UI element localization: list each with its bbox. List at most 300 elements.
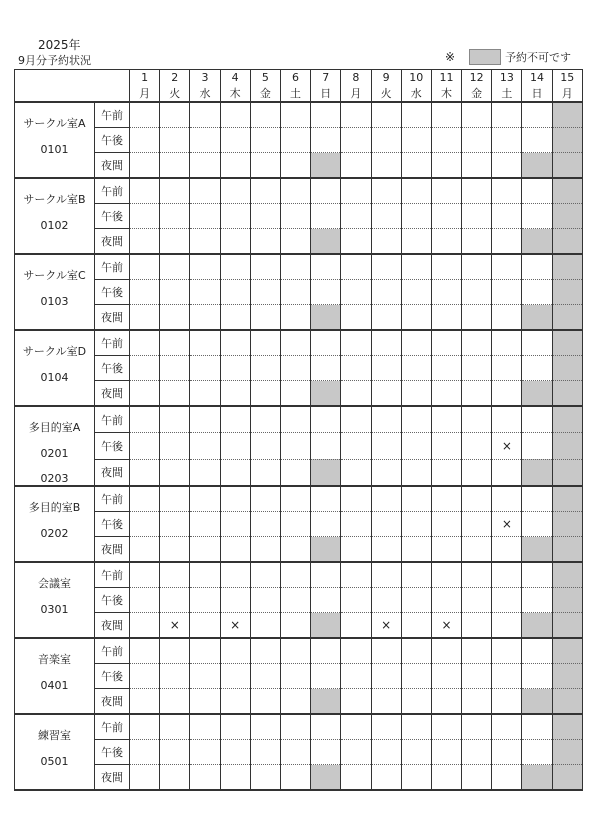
slot-cell[interactable] [220, 613, 250, 639]
slot-cell[interactable] [190, 153, 220, 179]
slot-cell[interactable] [431, 153, 461, 179]
slot-cell[interactable] [190, 714, 220, 740]
slot-cell[interactable] [160, 153, 190, 179]
slot-cell[interactable] [431, 229, 461, 255]
slot-cell[interactable] [250, 613, 280, 639]
slot-cell[interactable] [492, 689, 522, 715]
slot-cell[interactable] [401, 153, 431, 179]
slot-cell[interactable] [311, 740, 341, 765]
slot-cell[interactable] [280, 229, 310, 255]
slot-cell[interactable] [371, 613, 401, 639]
slot-cell[interactable] [431, 433, 461, 459]
slot-cell[interactable] [341, 204, 371, 229]
slot-cell[interactable] [160, 178, 190, 204]
slot-cell[interactable] [371, 588, 401, 613]
slot-cell[interactable] [311, 280, 341, 305]
slot-cell[interactable] [311, 562, 341, 588]
slot-cell[interactable] [522, 714, 552, 740]
slot-cell[interactable] [250, 153, 280, 179]
slot-cell[interactable] [462, 512, 492, 537]
slot-cell[interactable] [220, 280, 250, 305]
slot-cell[interactable] [250, 638, 280, 664]
slot-cell[interactable] [492, 537, 522, 563]
slot-cell[interactable] [220, 588, 250, 613]
slot-cell[interactable] [492, 305, 522, 331]
slot-cell[interactable] [492, 102, 522, 128]
slot-cell[interactable] [371, 178, 401, 204]
slot-cell[interactable] [401, 178, 431, 204]
slot-cell[interactable] [462, 229, 492, 255]
slot-cell[interactable] [492, 613, 522, 639]
slot-cell[interactable] [280, 537, 310, 563]
slot-cell[interactable] [492, 381, 522, 407]
slot-cell[interactable] [431, 562, 461, 588]
slot-cell[interactable] [250, 280, 280, 305]
slot-cell[interactable] [371, 486, 401, 512]
slot-cell[interactable] [220, 486, 250, 512]
slot-cell[interactable] [130, 153, 160, 179]
slot-cell[interactable] [190, 765, 220, 791]
slot-cell[interactable] [220, 537, 250, 563]
slot-cell[interactable] [401, 537, 431, 563]
slot-cell[interactable] [250, 381, 280, 407]
slot-cell[interactable] [431, 381, 461, 407]
slot-cell[interactable] [130, 740, 160, 765]
slot-cell[interactable] [130, 613, 160, 639]
slot-cell[interactable] [250, 305, 280, 331]
slot-cell[interactable] [280, 128, 310, 153]
slot-cell[interactable] [130, 178, 160, 204]
slot-cell[interactable] [130, 512, 160, 537]
slot-cell[interactable] [190, 433, 220, 459]
slot-cell[interactable] [401, 638, 431, 664]
slot-cell[interactable] [311, 356, 341, 381]
slot-cell[interactable] [280, 562, 310, 588]
slot-cell[interactable] [341, 178, 371, 204]
slot-cell[interactable] [160, 280, 190, 305]
slot-cell[interactable] [160, 204, 190, 229]
slot-cell[interactable] [401, 512, 431, 537]
slot-cell[interactable] [522, 740, 552, 765]
slot-cell[interactable] [250, 714, 280, 740]
slot-cell[interactable] [160, 102, 190, 128]
slot-cell[interactable] [160, 765, 190, 791]
slot-cell[interactable] [250, 562, 280, 588]
slot-cell[interactable] [190, 740, 220, 765]
slot-cell[interactable] [160, 486, 190, 512]
slot-cell[interactable] [371, 406, 401, 433]
slot-cell[interactable] [311, 433, 341, 459]
slot-cell[interactable] [492, 153, 522, 179]
slot-cell[interactable] [341, 588, 371, 613]
slot-cell[interactable] [462, 562, 492, 588]
slot-cell[interactable] [431, 305, 461, 331]
slot-cell[interactable] [311, 486, 341, 512]
slot-cell[interactable] [280, 512, 310, 537]
slot-cell[interactable] [311, 330, 341, 356]
slot-cell[interactable] [341, 689, 371, 715]
slot-cell[interactable] [220, 381, 250, 407]
slot-cell[interactable] [462, 128, 492, 153]
slot-cell[interactable] [160, 356, 190, 381]
slot-cell[interactable] [130, 229, 160, 255]
slot-cell[interactable] [371, 204, 401, 229]
slot-cell[interactable] [190, 356, 220, 381]
slot-cell[interactable] [220, 740, 250, 765]
slot-cell[interactable] [190, 613, 220, 639]
slot-cell[interactable] [250, 433, 280, 459]
slot-cell[interactable] [130, 765, 160, 791]
slot-cell[interactable] [431, 178, 461, 204]
slot-cell[interactable] [492, 406, 522, 433]
slot-cell[interactable] [280, 204, 310, 229]
slot-cell[interactable] [431, 204, 461, 229]
slot-cell[interactable] [462, 588, 492, 613]
slot-cell[interactable] [190, 689, 220, 715]
slot-cell[interactable] [371, 280, 401, 305]
slot-cell[interactable] [280, 254, 310, 280]
slot-cell[interactable] [220, 689, 250, 715]
slot-cell[interactable] [160, 406, 190, 433]
slot-cell[interactable] [401, 254, 431, 280]
slot-cell[interactable] [160, 254, 190, 280]
slot-cell[interactable] [190, 102, 220, 128]
slot-cell[interactable] [431, 459, 461, 486]
slot-cell[interactable] [431, 740, 461, 765]
slot-cell[interactable] [492, 356, 522, 381]
slot-cell[interactable] [280, 588, 310, 613]
slot-cell[interactable] [220, 714, 250, 740]
slot-cell[interactable] [190, 280, 220, 305]
slot-cell[interactable] [431, 689, 461, 715]
slot-cell[interactable] [462, 381, 492, 407]
slot-cell[interactable] [220, 664, 250, 689]
slot-cell[interactable] [522, 128, 552, 153]
slot-cell[interactable] [401, 406, 431, 433]
slot-cell[interactable] [401, 740, 431, 765]
slot-cell[interactable] [130, 562, 160, 588]
slot-cell[interactable] [431, 765, 461, 791]
slot-cell[interactable] [431, 280, 461, 305]
slot-cell[interactable] [280, 153, 310, 179]
slot-cell[interactable] [401, 459, 431, 486]
slot-cell[interactable] [522, 588, 552, 613]
slot-cell[interactable] [341, 305, 371, 331]
slot-cell[interactable] [462, 254, 492, 280]
slot-cell[interactable] [130, 664, 160, 689]
slot-cell[interactable] [311, 102, 341, 128]
slot-cell[interactable] [250, 486, 280, 512]
slot-cell[interactable] [220, 229, 250, 255]
slot-cell[interactable] [130, 689, 160, 715]
slot-cell[interactable] [431, 638, 461, 664]
slot-cell[interactable] [522, 512, 552, 537]
slot-cell[interactable] [431, 406, 461, 433]
slot-cell[interactable] [401, 381, 431, 407]
slot-cell[interactable] [492, 178, 522, 204]
slot-cell[interactable] [401, 689, 431, 715]
slot-cell[interactable] [130, 406, 160, 433]
slot-cell[interactable] [462, 305, 492, 331]
slot-cell[interactable] [130, 588, 160, 613]
slot-cell[interactable] [220, 153, 250, 179]
slot-cell[interactable] [220, 459, 250, 486]
slot-cell[interactable] [431, 588, 461, 613]
slot-cell[interactable] [250, 512, 280, 537]
slot-cell[interactable] [492, 588, 522, 613]
slot-cell[interactable] [190, 305, 220, 331]
slot-cell[interactable] [371, 381, 401, 407]
slot-cell[interactable] [130, 638, 160, 664]
slot-cell[interactable] [401, 562, 431, 588]
slot-cell[interactable] [280, 664, 310, 689]
slot-cell[interactable] [431, 664, 461, 689]
slot-cell[interactable] [401, 128, 431, 153]
slot-cell[interactable] [160, 588, 190, 613]
slot-cell[interactable] [492, 459, 522, 486]
slot-cell[interactable] [250, 356, 280, 381]
slot-cell[interactable] [160, 537, 190, 563]
slot-cell[interactable] [341, 153, 371, 179]
slot-cell[interactable] [280, 613, 310, 639]
slot-cell[interactable] [341, 512, 371, 537]
slot-cell[interactable] [130, 128, 160, 153]
slot-cell[interactable] [522, 178, 552, 204]
slot-cell[interactable] [341, 280, 371, 305]
slot-cell[interactable] [462, 664, 492, 689]
slot-cell[interactable] [341, 254, 371, 280]
slot-cell[interactable] [130, 204, 160, 229]
slot-cell[interactable] [341, 229, 371, 255]
slot-cell[interactable] [220, 562, 250, 588]
slot-cell[interactable] [220, 204, 250, 229]
slot-cell[interactable] [401, 433, 431, 459]
slot-cell[interactable] [462, 204, 492, 229]
slot-cell[interactable] [160, 689, 190, 715]
slot-cell[interactable] [371, 305, 401, 331]
slot-cell[interactable] [130, 459, 160, 486]
slot-cell[interactable] [371, 562, 401, 588]
slot-cell[interactable] [190, 330, 220, 356]
slot-cell[interactable] [431, 330, 461, 356]
slot-cell[interactable] [371, 459, 401, 486]
slot-cell[interactable] [190, 128, 220, 153]
slot-cell[interactable] [250, 330, 280, 356]
slot-cell[interactable] [462, 356, 492, 381]
slot-cell[interactable] [401, 330, 431, 356]
slot-cell[interactable] [341, 102, 371, 128]
slot-cell[interactable] [522, 356, 552, 381]
slot-cell[interactable] [250, 740, 280, 765]
slot-cell[interactable] [341, 562, 371, 588]
slot-cell[interactable] [492, 128, 522, 153]
slot-cell[interactable] [401, 356, 431, 381]
slot-cell[interactable] [130, 486, 160, 512]
slot-cell[interactable] [522, 102, 552, 128]
slot-cell[interactable] [401, 486, 431, 512]
slot-cell[interactable] [311, 178, 341, 204]
slot-cell[interactable] [311, 204, 341, 229]
slot-cell[interactable] [341, 714, 371, 740]
slot-cell[interactable] [160, 638, 190, 664]
slot-cell[interactable] [130, 305, 160, 331]
slot-cell[interactable] [522, 562, 552, 588]
slot-cell[interactable] [250, 664, 280, 689]
slot-cell[interactable] [462, 280, 492, 305]
slot-cell[interactable] [220, 433, 250, 459]
slot-cell[interactable] [190, 664, 220, 689]
slot-cell[interactable] [462, 433, 492, 459]
slot-cell[interactable] [280, 765, 310, 791]
slot-cell[interactable] [522, 638, 552, 664]
slot-cell[interactable] [190, 459, 220, 486]
slot-cell[interactable] [462, 459, 492, 486]
slot-cell[interactable] [431, 254, 461, 280]
slot-cell[interactable] [220, 406, 250, 433]
slot-cell[interactable] [280, 689, 310, 715]
slot-cell[interactable] [311, 664, 341, 689]
slot-cell[interactable] [431, 356, 461, 381]
slot-cell[interactable] [341, 356, 371, 381]
slot-cell[interactable] [311, 406, 341, 433]
slot-cell[interactable] [311, 714, 341, 740]
slot-cell[interactable] [130, 433, 160, 459]
slot-cell[interactable] [492, 664, 522, 689]
slot-cell[interactable] [220, 305, 250, 331]
slot-cell[interactable] [160, 512, 190, 537]
slot-cell[interactable] [280, 381, 310, 407]
slot-cell[interactable] [492, 204, 522, 229]
slot-cell[interactable] [311, 128, 341, 153]
slot-cell[interactable] [431, 486, 461, 512]
slot-cell[interactable] [160, 330, 190, 356]
slot-cell[interactable] [160, 714, 190, 740]
slot-cell[interactable] [371, 229, 401, 255]
slot-cell[interactable] [190, 512, 220, 537]
slot-cell[interactable] [371, 537, 401, 563]
slot-cell[interactable] [311, 588, 341, 613]
slot-cell[interactable] [431, 613, 461, 639]
slot-cell[interactable] [130, 330, 160, 356]
slot-cell[interactable] [190, 229, 220, 255]
slot-cell[interactable] [280, 178, 310, 204]
slot-cell[interactable] [341, 537, 371, 563]
slot-cell[interactable] [401, 588, 431, 613]
slot-cell[interactable] [311, 638, 341, 664]
slot-cell[interactable] [280, 330, 310, 356]
slot-cell[interactable] [462, 486, 492, 512]
slot-cell[interactable] [311, 512, 341, 537]
slot-cell[interactable] [492, 254, 522, 280]
slot-cell[interactable] [220, 330, 250, 356]
slot-cell[interactable] [190, 178, 220, 204]
slot-cell[interactable] [401, 765, 431, 791]
slot-cell[interactable] [220, 128, 250, 153]
slot-cell[interactable] [371, 433, 401, 459]
slot-cell[interactable] [250, 128, 280, 153]
slot-cell[interactable] [130, 356, 160, 381]
slot-cell[interactable] [371, 330, 401, 356]
slot-cell[interactable] [190, 406, 220, 433]
slot-cell[interactable] [341, 664, 371, 689]
slot-cell[interactable] [371, 765, 401, 791]
slot-cell[interactable] [492, 714, 522, 740]
slot-cell[interactable] [462, 330, 492, 356]
slot-cell[interactable] [160, 562, 190, 588]
slot-cell[interactable] [280, 406, 310, 433]
slot-cell[interactable] [220, 254, 250, 280]
slot-cell[interactable] [160, 740, 190, 765]
slot-cell[interactable] [462, 638, 492, 664]
slot-cell[interactable] [522, 664, 552, 689]
slot-cell[interactable] [522, 204, 552, 229]
slot-cell[interactable] [280, 638, 310, 664]
slot-cell[interactable] [371, 714, 401, 740]
slot-cell[interactable] [280, 740, 310, 765]
slot-cell[interactable] [280, 356, 310, 381]
slot-cell[interactable] [492, 765, 522, 791]
slot-cell[interactable] [522, 330, 552, 356]
slot-cell[interactable] [462, 613, 492, 639]
slot-cell[interactable] [371, 153, 401, 179]
slot-cell[interactable] [160, 433, 190, 459]
slot-cell[interactable] [492, 330, 522, 356]
slot-cell[interactable] [492, 229, 522, 255]
slot-cell[interactable] [401, 204, 431, 229]
slot-cell[interactable] [492, 638, 522, 664]
slot-cell[interactable] [250, 254, 280, 280]
slot-cell[interactable] [462, 178, 492, 204]
slot-cell[interactable] [311, 254, 341, 280]
slot-cell[interactable] [190, 204, 220, 229]
slot-cell[interactable] [190, 638, 220, 664]
slot-cell[interactable] [462, 537, 492, 563]
slot-cell[interactable] [371, 638, 401, 664]
slot-cell[interactable] [280, 280, 310, 305]
slot-cell[interactable] [220, 512, 250, 537]
slot-cell[interactable] [250, 765, 280, 791]
slot-cell[interactable] [462, 740, 492, 765]
slot-cell[interactable] [280, 433, 310, 459]
slot-cell[interactable] [250, 204, 280, 229]
slot-cell[interactable] [250, 178, 280, 204]
slot-cell[interactable] [341, 330, 371, 356]
slot-cell[interactable] [401, 280, 431, 305]
slot-cell[interactable] [130, 102, 160, 128]
slot-cell[interactable] [522, 406, 552, 433]
slot-cell[interactable] [431, 714, 461, 740]
slot-cell[interactable] [492, 562, 522, 588]
slot-cell[interactable] [341, 406, 371, 433]
slot-cell[interactable] [371, 740, 401, 765]
slot-cell[interactable] [371, 102, 401, 128]
slot-cell[interactable] [190, 381, 220, 407]
slot-cell[interactable] [492, 433, 522, 459]
slot-cell[interactable] [130, 280, 160, 305]
slot-cell[interactable] [431, 537, 461, 563]
slot-cell[interactable] [522, 433, 552, 459]
slot-cell[interactable] [341, 486, 371, 512]
slot-cell[interactable] [341, 638, 371, 664]
slot-cell[interactable] [160, 459, 190, 486]
slot-cell[interactable] [492, 740, 522, 765]
slot-cell[interactable] [492, 512, 522, 537]
slot-cell[interactable] [130, 537, 160, 563]
slot-cell[interactable] [401, 664, 431, 689]
slot-cell[interactable] [190, 254, 220, 280]
slot-cell[interactable] [462, 765, 492, 791]
slot-cell[interactable] [280, 714, 310, 740]
